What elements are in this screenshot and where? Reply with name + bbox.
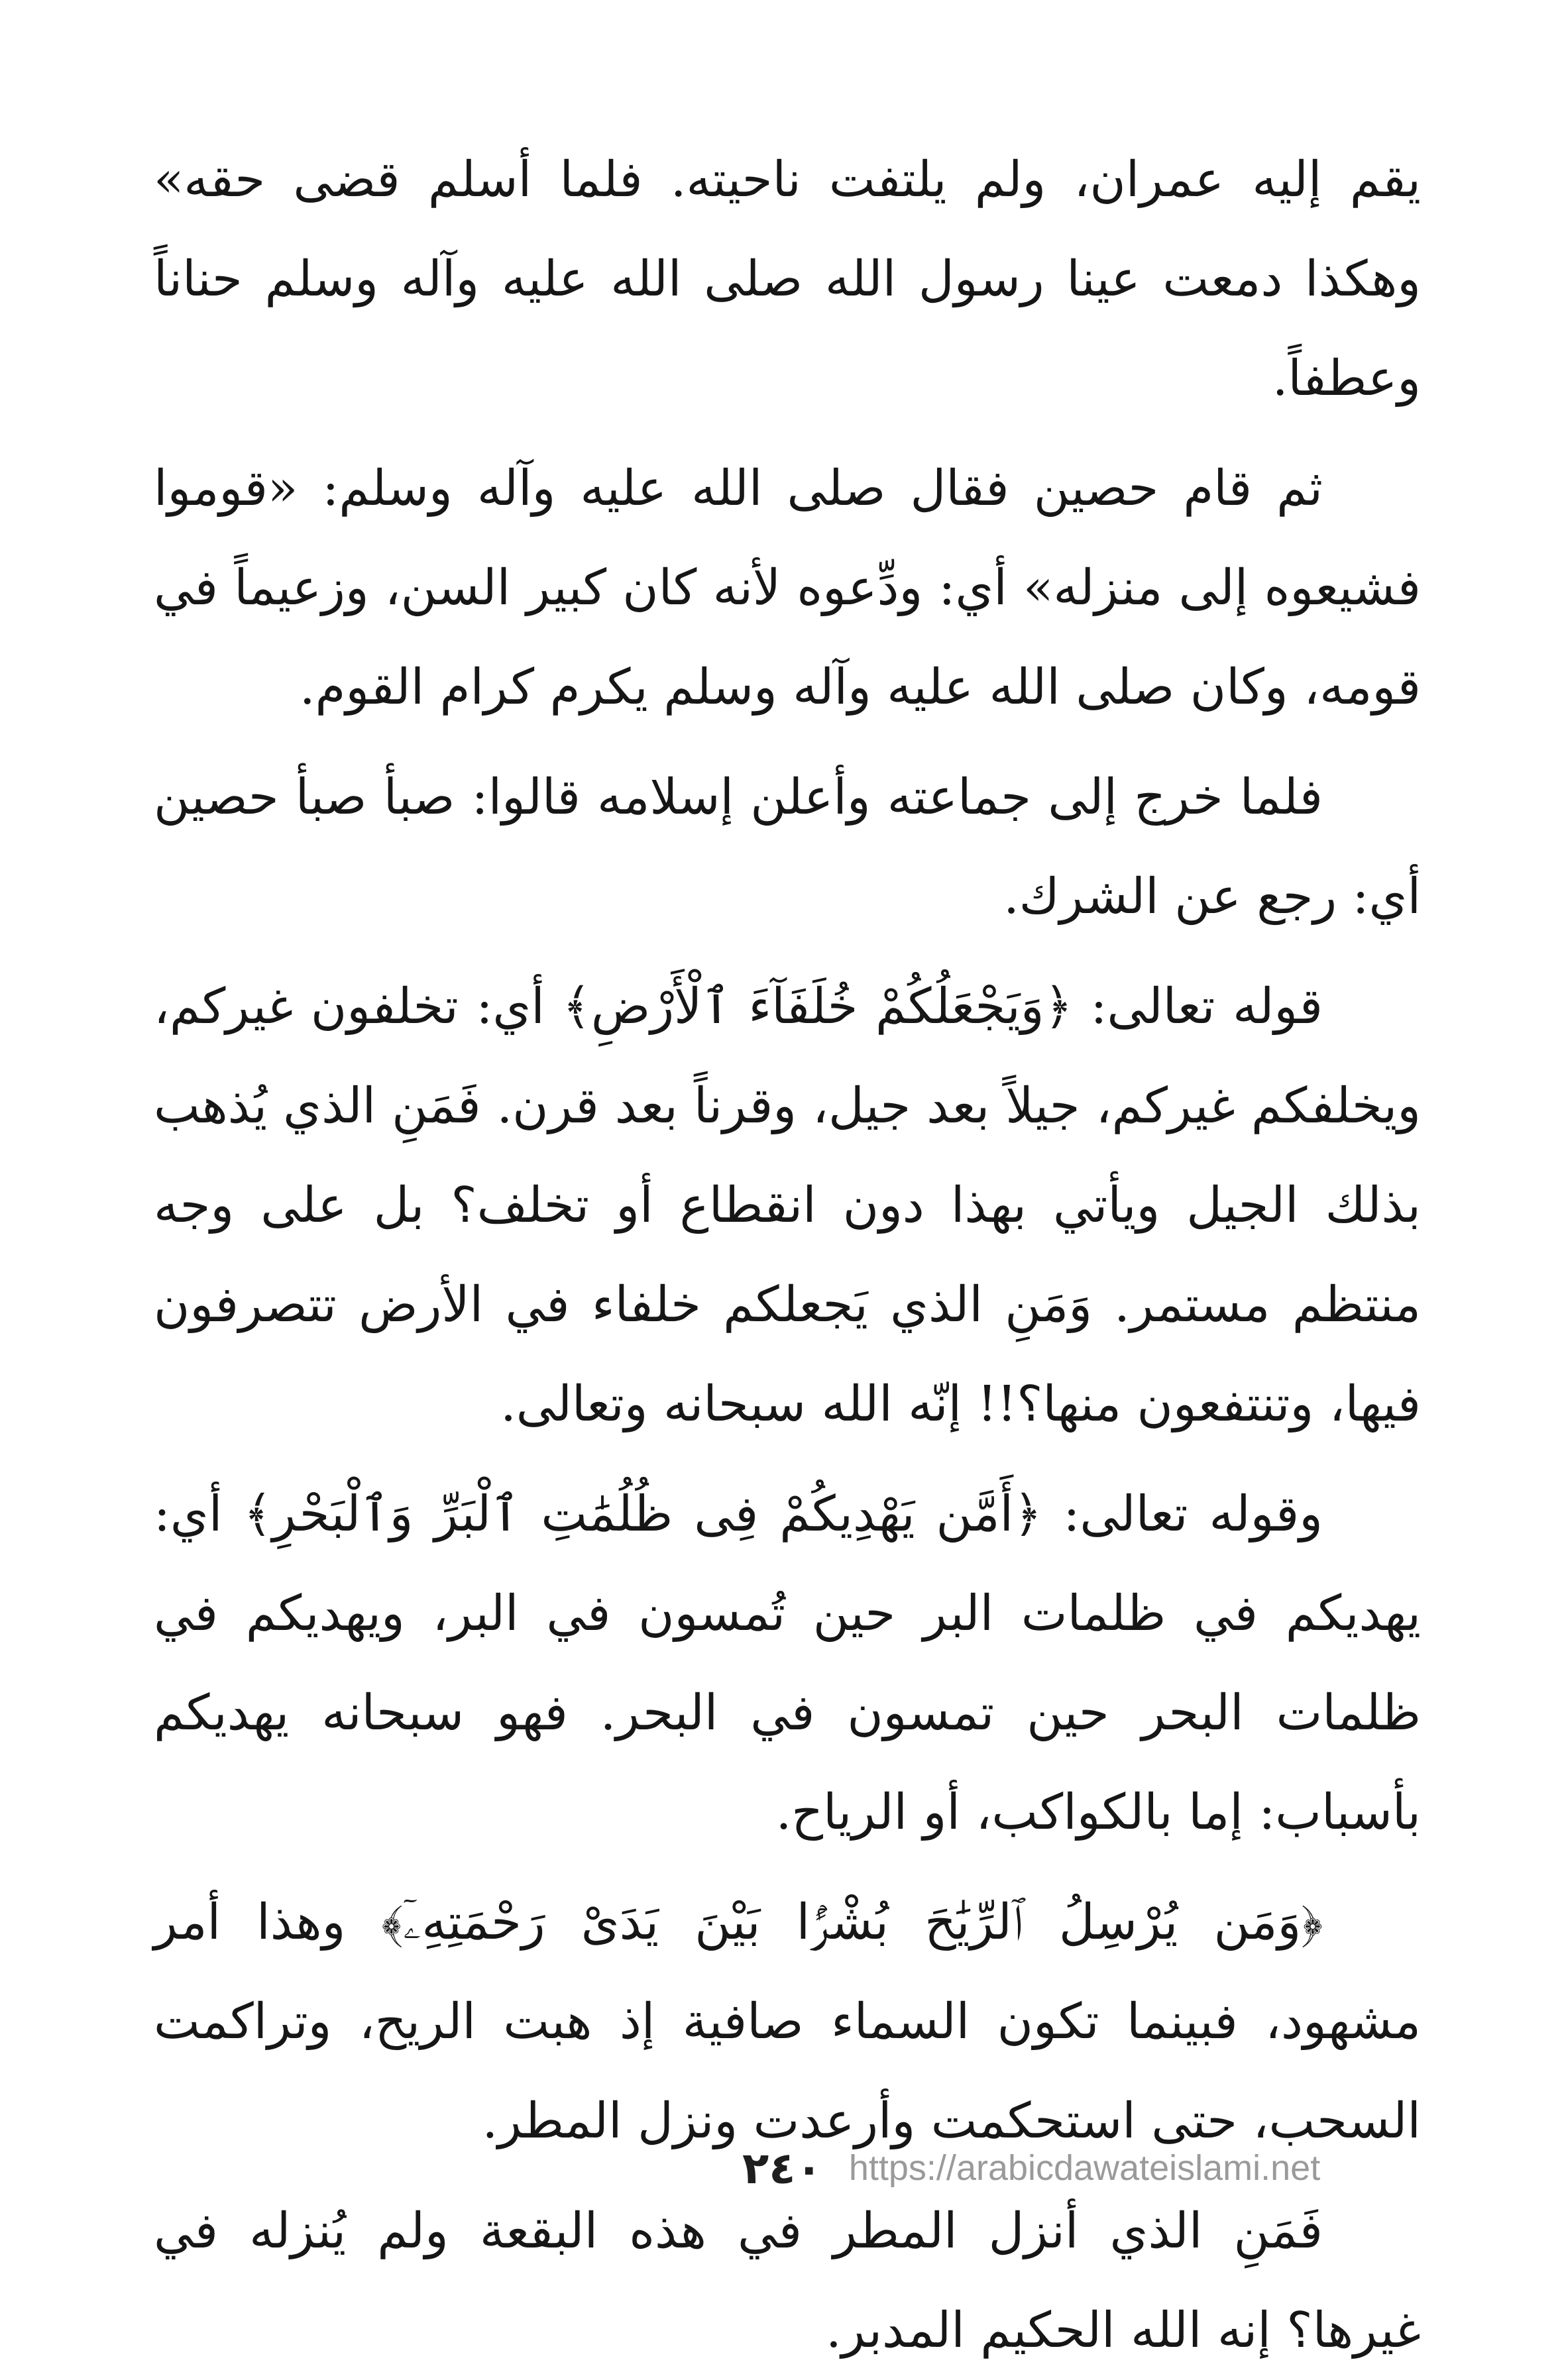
paragraph-4 xyxy=(154,957,1421,1454)
site-url[interactable]: https://arabicdawateislami.net xyxy=(848,2148,1321,2188)
quran-verse-3: ﴿وَمَن يُرْسِلُ ٱلرِّيَٰحَ بُشْرًۢا بَيْنَ يَدَىْ رَحْمَتِهِۦٓ﴾ xyxy=(381,1894,1323,1951)
paragraph-2: ثم قام حصين فقال صلى الله عليه وآله وسلم: «قوموا فشيعوه إلى منزله» أي: ودِّعوه لأنه كان كبير السن، وزعيماً في قومه، وكان صلى الله عليه وآله وسلم يكرم كرام القوم. xyxy=(154,460,1421,716)
paragraph-4-text: أي: تخلفون غيركم، ويخلفكم غيركم، جيلاً بعد جيل، وقرناً بعد قرن. فَمَنِ الذي يُذهب بذلك الجيل ويأتي بهذا دون انقطاع أو تخلف؟ بل على وجه منتظم مستمر. وَمَنِ الذي يَجعلكم خلفاء في الأرض تتصرفون فيها، وتنتفعون منها؟!! إنّه الله سبحانه وتعالى. xyxy=(154,978,1421,1433)
paragraph-6 xyxy=(154,1872,1421,2171)
paragraph-7: فَمَنِ الذي أنزل المطر في هذه البقعة ولم يُنزله في غيرها؟ إنه الله الحكيم المدبر. xyxy=(154,2202,1421,2359)
paragraph-5 xyxy=(154,1464,1421,1862)
paragraph-6-text: وهذا أمر مشهود، فبينما تكون السماء صافية إذ هبت الريح، وتراكمت السحب، حتى استحكمت وأرعدت ونزل المطر. xyxy=(154,1894,1421,2149)
quran-verse-2: ﴿أَمَّن يَهْدِيكُمْ فِى ظُلُمَٰتِ ٱلْبَرِّ وَٱلْبَحْرِ﴾ xyxy=(243,1486,1042,1542)
quran-verse-1: ﴿وَيَجْعَلُكُمْ خُلَفَآءَ ٱلْأَرْضِ﴾ xyxy=(562,978,1073,1035)
paragraph-5-prefix: وقوله تعالى: xyxy=(1042,1486,1323,1542)
paragraph-3: فلما خرج إلى جماعته وأعلن إسلامه قالوا: صبأ صبأ حصين أي: رجع عن الشرك. xyxy=(154,769,1421,925)
paragraph-1: يقم إليه عمران، ولم يلتفت ناحيته. فلما أسلم قضى حقه» وهكذا دمعت عينا رسول الله صلى الله عليه وآله وسلم حناناً وعطفاً. xyxy=(154,151,1421,407)
paragraph-5-text: أي: يهديكم في ظلمات البر حين تُمسون في البر، ويهديكم في ظلمات البحر حين تمسون في البحر. فهو سبحانه يهديكم بأسباب: إما بالكواكب، أو الرياح. xyxy=(154,1486,1421,1841)
page-number: ٢٤٠ xyxy=(742,2142,822,2194)
paragraph-4-prefix: قوله تعالى: xyxy=(1072,978,1323,1035)
page-footer xyxy=(742,2141,1320,2194)
